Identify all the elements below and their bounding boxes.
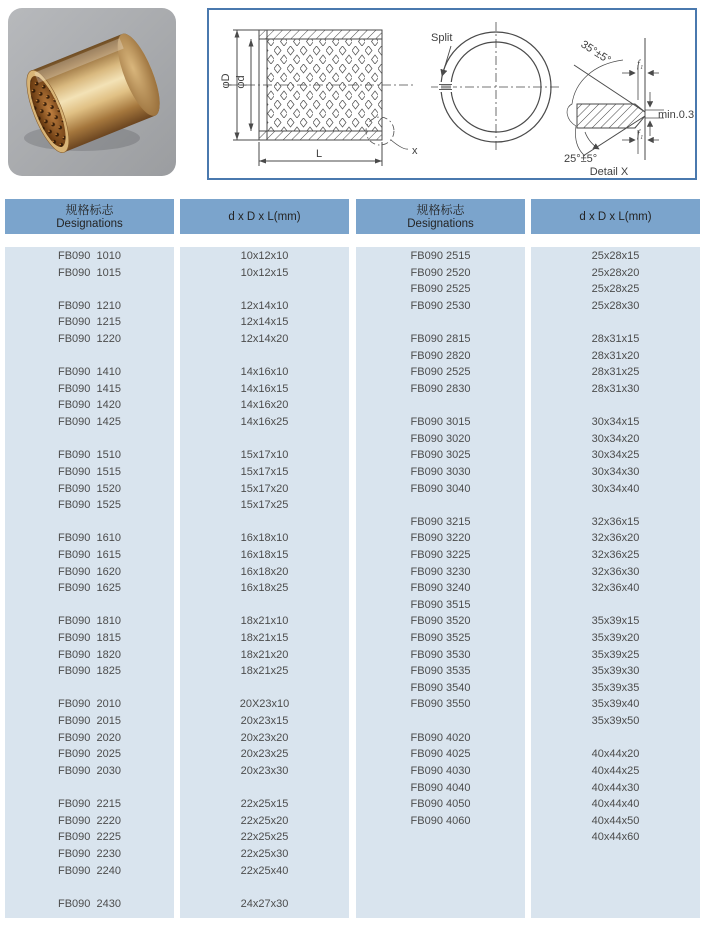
table-cell: 35x39x20 [591,632,640,645]
table-cell: 18x21x10 [240,615,289,628]
table-cell: 25x28x20 [591,266,640,279]
table-cell: 28x31x20 [591,349,640,362]
table-cell: 22x25x20 [240,814,289,827]
table-cell: 16x18x15 [240,548,289,561]
table-cell: FB090 1625 [58,582,121,595]
table-cell: FB090 3015 [410,416,471,429]
table-cell: 12x14x20 [240,333,289,346]
header-dims-left [180,199,349,234]
designation-list-left [5,247,174,918]
table-cell [356,397,525,414]
dim-inner-diameter-label: φd [235,75,247,89]
table-cell: 30x34x15 [591,416,640,429]
table-cell: FB090 2020 [58,731,121,744]
table-cell: 40x44x20 [591,748,640,761]
header-zh: 规格标志 [416,202,465,217]
table-cell: 18x21x15 [240,632,289,645]
table-cell: 15x17x20 [240,482,289,495]
table-cell: FB090 1525 [58,499,121,512]
detail-ref-label: x [412,145,418,157]
table-cell: 30x34x20 [591,432,640,445]
table-cell: 30x34x30 [591,465,640,478]
table-cell: 18x21x25 [240,665,289,678]
table-cell: FB090 2830 [410,382,471,395]
table-cell: FB090 1210 [58,299,121,312]
table-cell: FB090 4020 [410,731,471,744]
chamfer-angle-top-label: 35°±5° [578,38,613,67]
table-cell: FB090 3220 [410,532,471,545]
table-cell: 25x28x25 [591,283,640,296]
table-cell: 28x31x25 [591,366,640,379]
table-cell: FB090 1820 [58,648,121,661]
header-en: Designations [56,217,123,230]
table-cell: 15x17x10 [240,449,289,462]
table-cell: 14x16x10 [240,366,289,379]
header-en: Designations [407,217,474,230]
table-cell: 10x12x15 [240,266,289,279]
table-cell [356,829,525,846]
table-cell: 20x23x25 [240,748,289,761]
table-cell: 25x28x30 [591,299,640,312]
table-cell [5,680,174,697]
table-cell: 22x25x40 [240,864,289,877]
table-cell: FB090 4030 [410,764,471,777]
header-dims-label: d x D x L(mm) [579,210,652,223]
header-zh: 规格标志 [65,202,114,217]
drawing-panel [207,8,697,180]
table-cell: 35x39x35 [591,681,640,694]
detail-view [567,38,664,160]
table-cell: 30x34x40 [591,482,640,495]
table-cell [180,780,349,797]
table-cell: 22x25x15 [240,798,289,811]
header-dims-right [531,199,700,234]
table-cell: 28x31x30 [591,382,640,395]
table-cell: 24x27x30 [240,897,289,910]
dims-list-right [531,247,700,918]
table-cell: 35x39x40 [591,698,640,711]
table-cell: FB090 3025 [410,449,471,462]
column-dims-right [531,199,700,918]
table-cell: FB090 2820 [410,349,471,362]
table-cell: FB090 1610 [58,532,121,545]
table-cell: 25x28x15 [591,250,640,262]
table-cell: 22x25x25 [240,831,289,844]
table-cell: 20X23x10 [239,698,290,711]
table-cell: FB090 1510 [58,449,121,462]
table-cell [356,314,525,331]
table-cell: 12x14x10 [240,299,289,312]
table-cell: FB090 2220 [58,814,121,827]
table-cell [531,730,700,747]
table-cell: 28x31x15 [591,333,640,346]
table-cell: 35x39x50 [591,715,640,728]
table-cell: FB090 1010 [58,250,121,262]
header-dims-label: d x D x L(mm) [228,210,301,223]
table-cell: FB090 3515 [410,598,471,611]
table-cell [531,597,700,614]
table-cell: FB090 4025 [410,748,471,761]
table-cell: 14x16x25 [240,416,289,429]
table-cell: FB090 3535 [410,665,471,678]
chamfer-angle-bottom-label: 25°±5° [564,153,598,165]
dim-length-label: L [315,148,323,160]
table-cell [531,397,700,414]
table-cell [180,348,349,365]
table-cell: 22x25x30 [240,847,289,860]
table-cell: FB090 1615 [58,548,121,561]
table-cell: FB090 1620 [58,565,121,578]
table-cell: 16x18x25 [240,582,289,595]
table-cell: FB090 3215 [410,515,471,528]
table-cell: FB090 2030 [58,764,121,777]
table-cell: FB090 2240 [58,864,121,877]
detail-caption: Detail X [589,166,629,178]
table-cell: FB090 4050 [410,798,471,811]
bushing-photo [8,8,176,176]
table-cell: FB090 2025 [58,748,121,761]
table-cell: 40x44x60 [591,831,640,844]
table-cell: 32x36x40 [591,582,640,595]
table-cell: FB090 1420 [58,399,121,412]
table-cell: FB090 2010 [58,698,121,711]
table-cell: 40x44x40 [591,798,640,811]
table-cell [5,780,174,797]
column-dims-left [180,199,349,918]
table-cell: 14x16x15 [240,382,289,395]
table-cell [531,314,700,331]
table-cell: 15x17x25 [240,499,289,512]
table-cell: FB090 3550 [410,698,471,711]
table-cell: 32x36x15 [591,515,640,528]
header-designations-left [5,199,174,234]
designation-list-right [356,247,525,918]
table-cell: FB090 2525 [410,366,471,379]
table-cell: FB090 1825 [58,665,121,678]
table-cell: FB090 1015 [58,266,121,279]
table-cell: FB090 1220 [58,333,121,346]
table-cell [5,514,174,531]
table-cell [5,281,174,298]
table-cell: FB090 2520 [410,266,471,279]
table-cell: FB090 3540 [410,681,471,694]
table-cell: FB090 2225 [58,831,121,844]
table-cell [5,879,174,896]
table-cell: 35x39x25 [591,648,640,661]
photo-card [8,8,176,176]
table-cell: FB090 1415 [58,382,121,395]
table-cell: FB090 2230 [58,847,121,860]
table-cell: 32x36x30 [591,565,640,578]
table-cell [531,497,700,514]
table-cell [356,713,525,730]
dim-outer-diameter-label: φD [220,73,232,89]
table-cell: 18x21x20 [240,648,289,661]
column-designations-left [5,199,174,918]
table-cell: 14x16x20 [240,399,289,412]
table-cell [5,597,174,614]
table-cell: FB090 3040 [410,482,471,495]
table-cell: FB090 3225 [410,548,471,561]
table-cell: FB090 3240 [410,582,471,595]
table-cell: FB090 1425 [58,416,121,429]
dims-list-left [180,247,349,918]
table-cell: 40x44x30 [591,781,640,794]
table-cell: 30x34x25 [591,449,640,462]
table-cell: 20x23x20 [240,731,289,744]
f1-top-label: f₁ [637,59,644,70]
table-cell: FB090 1515 [58,465,121,478]
table-cell: 10x12x10 [240,250,289,262]
header-designations-right [356,199,525,234]
table-cell: 20x23x15 [240,715,289,728]
table-cell: FB090 3030 [410,465,471,478]
table-cell: 20x23x30 [240,764,289,777]
table-cell: 32x36x25 [591,548,640,561]
split-label: Split [431,32,453,44]
min-wall-label: min.0.3 [658,109,695,121]
table-cell [180,431,349,448]
table-cell: FB090 1810 [58,615,121,628]
table-cell: 15x17x15 [240,465,289,478]
table-cell: FB090 1815 [58,632,121,645]
table-cell: FB090 2530 [410,299,471,312]
table-cell [5,348,174,365]
table-cell: 16x18x10 [240,532,289,545]
table-cell: FB090 4040 [410,781,471,794]
section-view [229,30,414,166]
table-cell: FB090 1520 [58,482,121,495]
table-cell: FB090 3020 [410,432,471,445]
table-cell: FB090 3530 [410,648,471,661]
column-designations-right [356,199,525,918]
table-cell [180,281,349,298]
f1-bottom-label: f₁ [637,129,644,140]
table-cell: FB090 3525 [410,632,471,645]
table-cell: FB090 2815 [410,333,471,346]
table-cell: FB090 3230 [410,565,471,578]
table-cell: FB090 2015 [58,715,121,728]
table-cell: FB090 2215 [58,798,121,811]
table-cell: FB090 3520 [410,615,471,628]
table-cell: FB090 4060 [410,814,471,827]
table-cell: 35x39x30 [591,665,640,678]
table-cell [180,597,349,614]
table-cell [356,497,525,514]
table-cell: FB090 1215 [58,316,121,329]
table-cell [180,680,349,697]
table-cell: 40x44x50 [591,814,640,827]
table-cell: 40x44x25 [591,764,640,777]
table-cell [180,514,349,531]
table-cell: 16x18x20 [240,565,289,578]
table-cell: FB090 2525 [410,283,471,296]
table-cell: FB090 1410 [58,366,121,379]
table-cell: 32x36x20 [591,532,640,545]
table-cell: FB090 2515 [410,250,471,262]
table-cell [180,879,349,896]
table-cell: 35x39x15 [591,615,640,628]
table-cell: FB090 2430 [58,897,121,910]
table-cell: 12x14x15 [240,316,289,329]
table-cell [5,431,174,448]
